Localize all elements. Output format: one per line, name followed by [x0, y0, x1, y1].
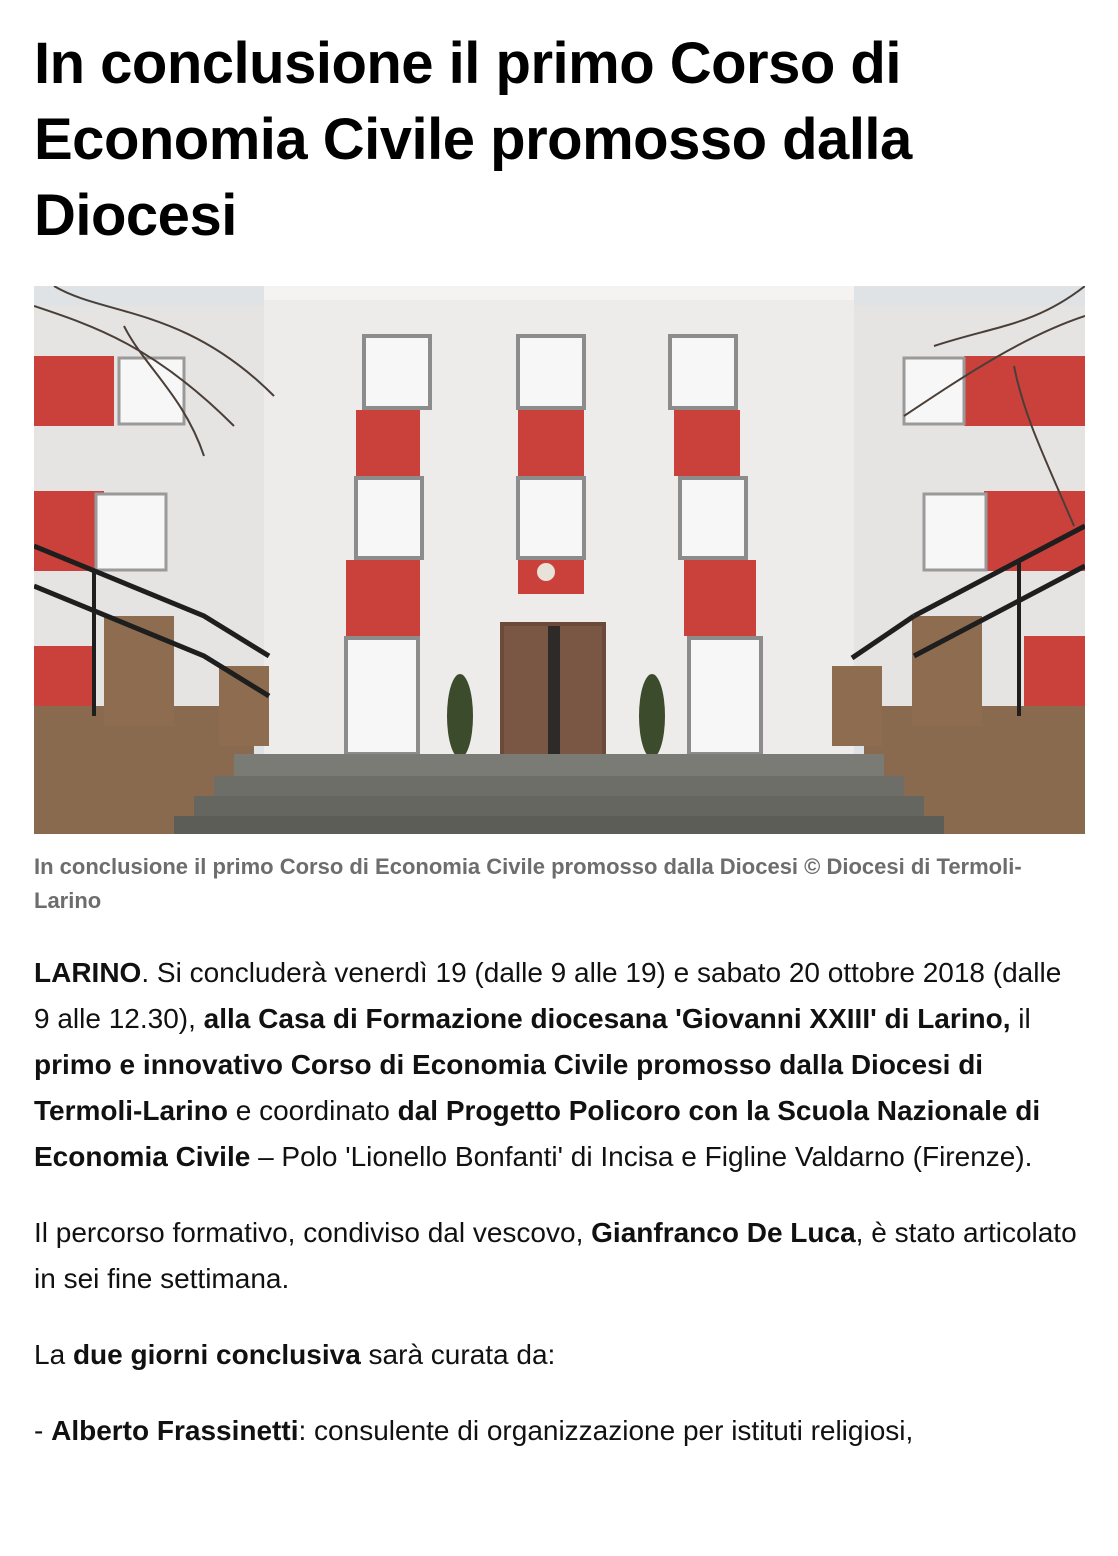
image-caption: In conclusione il primo Corso di Economia Civile promosso dalla Diocesi © Diocesi di Termoli-Larino — [34, 854, 1022, 913]
article-image — [34, 286, 1085, 834]
paragraph-due-giorni: La due giorni conclusiva sarà curata da: — [34, 1339, 556, 1370]
article-title: In conclusione il primo Corso di Economia Civile promosso dalla Diocesi — [34, 31, 912, 248]
building-photo — [34, 286, 1085, 834]
location-label: LARINO — [34, 957, 142, 988]
paragraph-percorso: Il percorso formativo, condiviso dal vescovo, Gianfranco De Luca, è stato articolato in sei fine settimana. — [34, 1217, 1077, 1294]
list-item-speaker: - Alberto Frassinetti: consulente di organizzazione per istituti religiosi, — [34, 1415, 914, 1446]
paragraph-intro: LARINO. Si concluderà venerdì 19 (dalle 9 alle 19) e sabato 20 ottobre 2018 (dalle 9 alle 12.30), alla Casa di Formazione diocesana 'Giovanni XXIII' di Larino, il primo e innovativo Corso di Economia Civile promosso dalla Diocesi di Termoli-Larino e coordinato dal Progetto Policoro con la Scuola Nazionale di Economia Civile – Polo 'Lionello Bonfanti' di Incisa e Figline Valdarno (Firenze). — [34, 957, 1062, 1172]
